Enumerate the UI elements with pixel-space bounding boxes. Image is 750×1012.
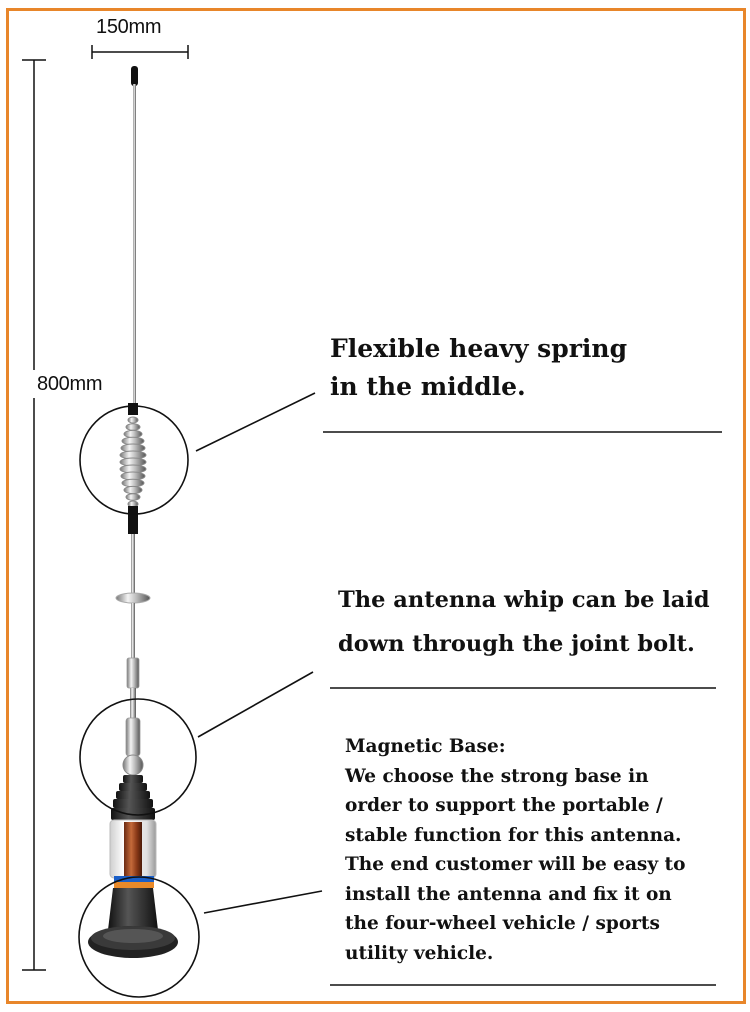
- leader-lines: [196, 393, 322, 913]
- base-callout-heading: Magnetic Base:: [345, 736, 506, 757]
- antenna-whip: [128, 66, 138, 415]
- base-callout-line: The end customer will be easy to: [345, 854, 686, 875]
- spring: [120, 417, 146, 594]
- spring-callout-line: in the middle.: [330, 372, 526, 401]
- base-callout-line: stable function for this antenna.: [345, 824, 682, 846]
- joint-callout: [338, 578, 710, 666]
- spring-callout-line: Flexible heavy spring: [330, 334, 628, 363]
- joint-callout-line: down through the joint bolt.: [338, 631, 695, 657]
- base-callout: [345, 732, 685, 968]
- base-callout-line: the four-wheel vehicle / sports: [345, 913, 660, 934]
- joint-bolt: [116, 593, 150, 775]
- spring-callout: [330, 330, 627, 406]
- height-label: 800mm: [37, 373, 103, 395]
- magnetic-base: [88, 888, 178, 958]
- joint-callout-line: The antenna whip can be laid: [338, 587, 710, 613]
- base-callout-line: order to support the portable /: [345, 795, 663, 816]
- width-label: 150mm: [96, 16, 162, 38]
- base-callout-line: install the antenna and fix it on: [345, 883, 672, 905]
- base-callout-line: utility vehicle.: [345, 942, 494, 964]
- base-callout-line: We choose the strong base in: [345, 765, 649, 787]
- width-dimension: [92, 45, 188, 59]
- height-dimension: [22, 60, 46, 970]
